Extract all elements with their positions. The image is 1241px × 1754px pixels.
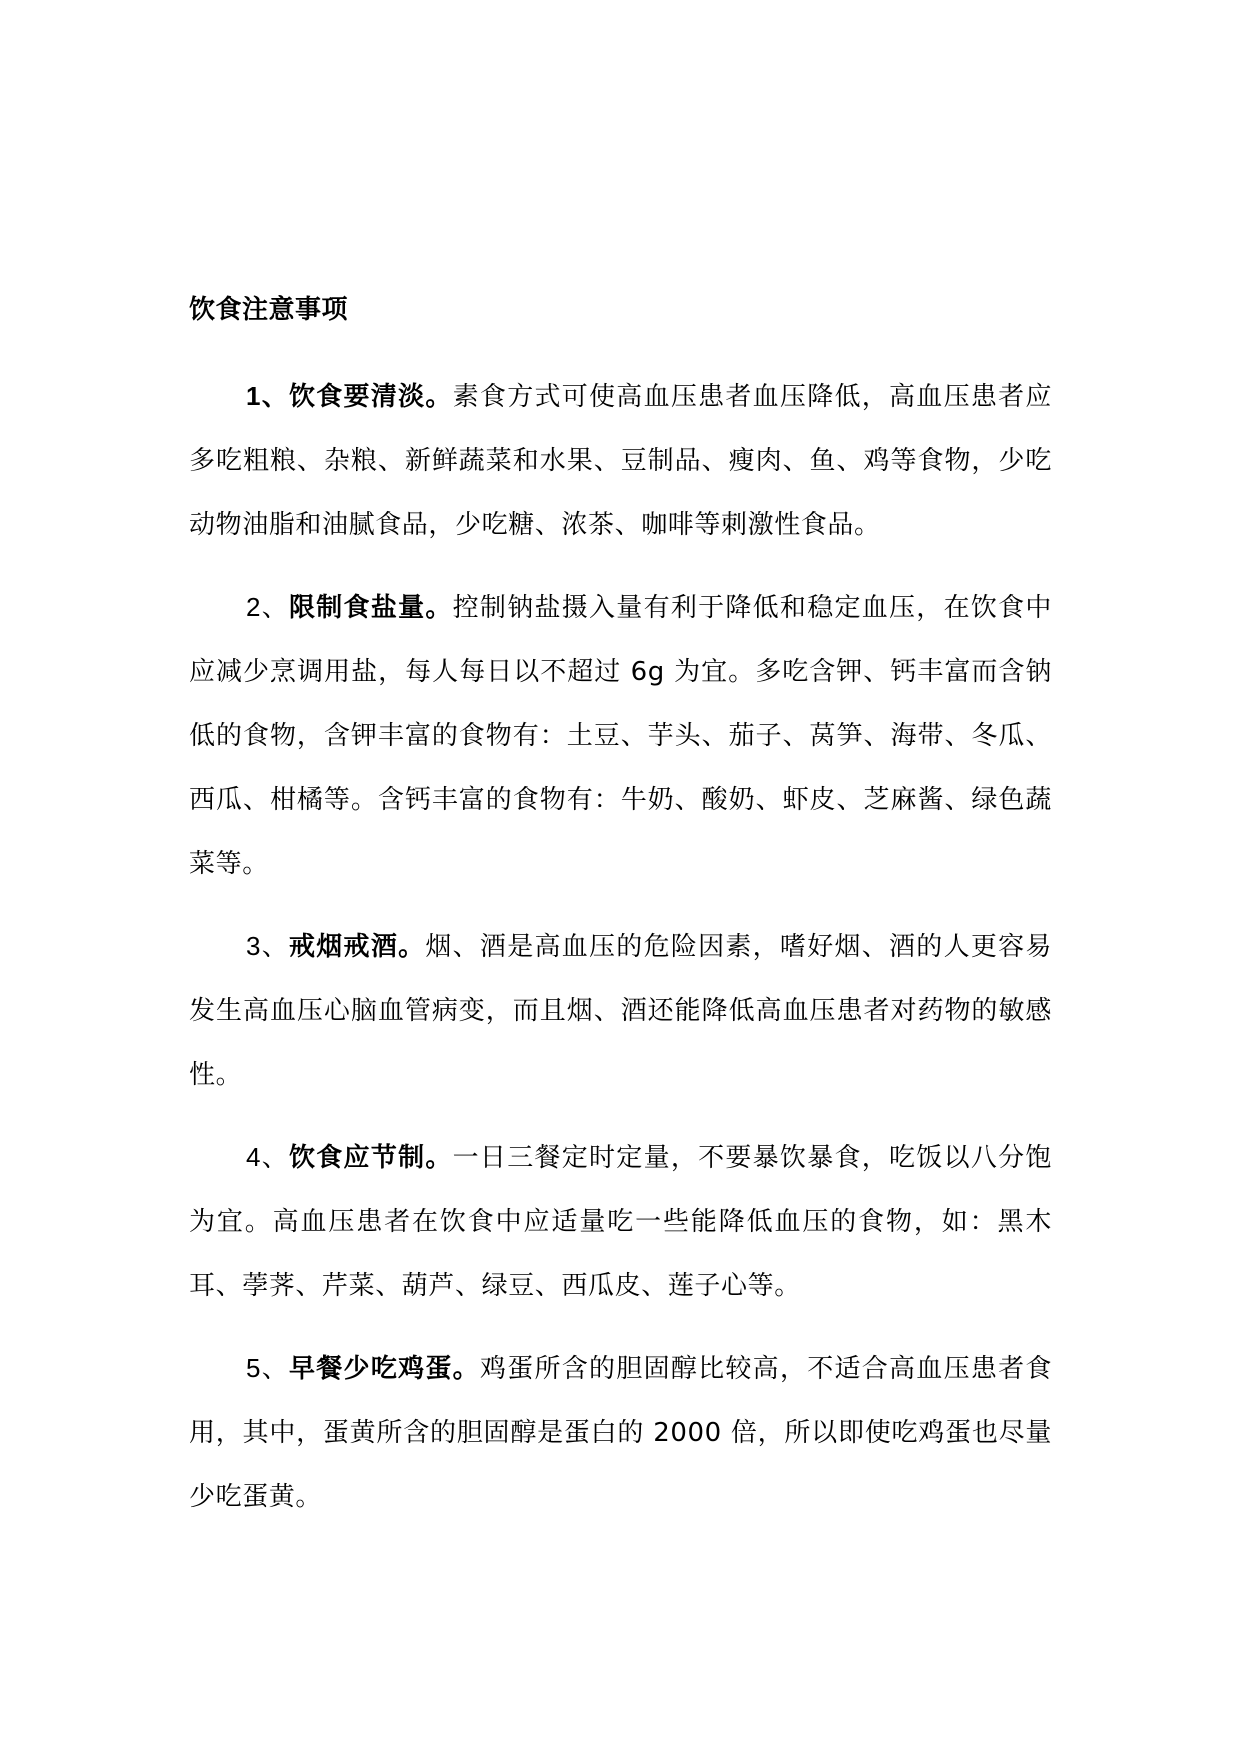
item-heading: 限制食盐量。 [289, 593, 453, 623]
item-separator: 、 [261, 1354, 290, 1384]
item-body: 素食方式可使高血压患者血压降低，高血压患者应多吃粗粮、杂粮、新鲜蔬菜和水果、豆制品、瘦肉、鱼、鸡等食物，少吃动物油脂和油腻食品，少吃糖、浓茶、咖啡等刺激性食品。 [189, 382, 1052, 540]
item-body: 烟、酒是高血压的危险因素，嗜好烟、酒的人更容易发生高血压心脑血管病变，而且烟、酒还能降低高血压患者对药物的敏感性。 [189, 932, 1052, 1090]
item-number: 5 [246, 1353, 262, 1383]
item-separator: 、 [261, 932, 290, 962]
item-number: 4 [246, 1142, 262, 1172]
item-heading: 早餐少吃鸡蛋。 [289, 1354, 480, 1384]
item-number: 3 [246, 931, 262, 961]
item-1 [189, 364, 1052, 557]
item-4 [189, 1125, 1052, 1318]
item-5 [189, 1336, 1052, 1529]
item-number: 2 [246, 592, 262, 622]
item-number: 1 [246, 381, 262, 411]
item-heading: 饮食要清淡。 [289, 382, 453, 412]
item-body: 一日三餐定时定量，不要暴饮暴食，吃饭以八分饱为宜。高血压患者在饮食中应适量吃一些能降低血压的食物，如：黑木耳、荸荠、芹菜、葫芦、绿豆、西瓜皮、莲子心等。 [189, 1143, 1052, 1301]
item-2 [189, 575, 1052, 896]
item-3 [189, 914, 1052, 1107]
item-separator: 、 [261, 1143, 290, 1173]
item-body: 控制钠盐摄入量有利于降低和稳定血压，在饮食中应减少烹调用盐，每人每日以不超过 6g 为宜。多吃含钾、钙丰富而含钠低的食物，含钾丰富的食物有：土豆、芋头、茄子、莴笋、海带、冬瓜、西瓜、柑橘等。含钙丰富的食物有：牛奶、酸奶、虾皮、芝麻酱、绿色蔬菜等。 [189, 593, 1052, 879]
document-content [189, 290, 1052, 1547]
item-heading: 戒烟戒酒。 [289, 932, 426, 962]
item-separator: 、 [261, 382, 290, 412]
item-separator: 、 [261, 593, 290, 623]
item-heading: 饮食应节制。 [289, 1143, 453, 1173]
document-title: 饮食注意事项 [189, 295, 349, 325]
item-body: 鸡蛋所含的胆固醇比较高，不适合高血压患者食用，其中，蛋黄所含的胆固醇是蛋白的 2000 倍，所以即使吃鸡蛋也尽量少吃蛋黄。 [189, 1354, 1052, 1512]
